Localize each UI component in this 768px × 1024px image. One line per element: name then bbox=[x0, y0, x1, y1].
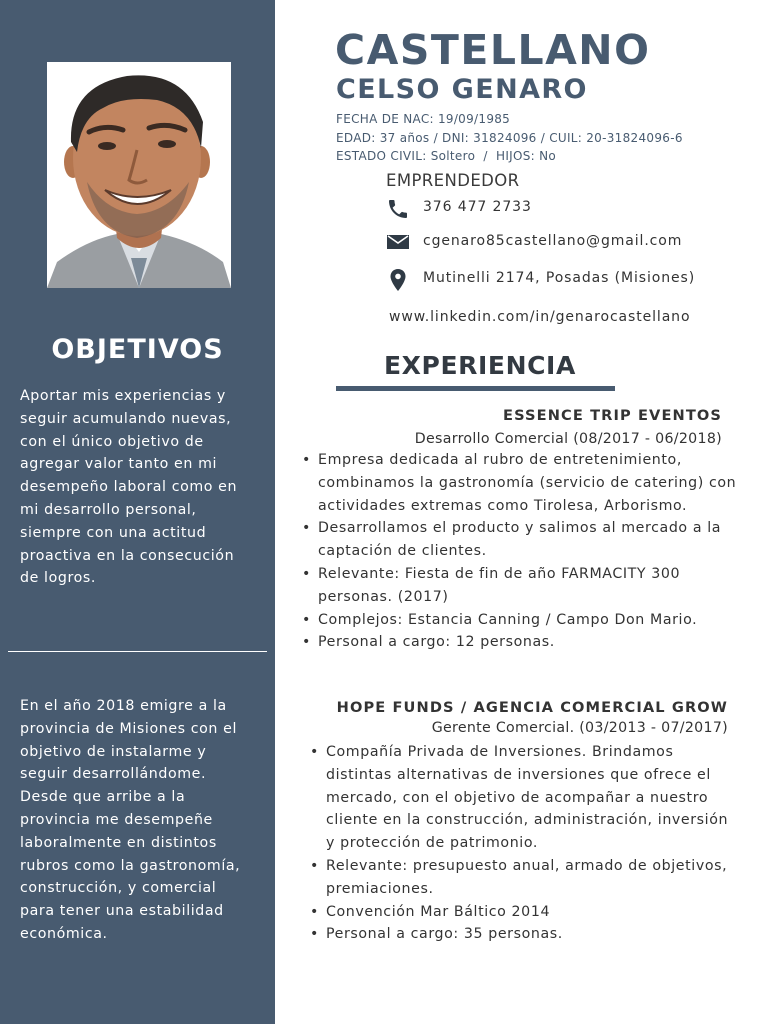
envelope-icon bbox=[386, 230, 410, 254]
email-address[interactable]: cgenaro85castellano@gmail.com bbox=[423, 233, 683, 249]
job-company: ESSENCE TRIP EVENTOS bbox=[503, 407, 722, 424]
job-company: HOPE FUNDS / AGENCIA COMERCIAL GROW bbox=[336, 699, 728, 716]
list-item: • Complejos: Estancia Canning / Campo Don Mario. bbox=[302, 609, 748, 632]
role-title: EMPRENDEDOR bbox=[386, 171, 520, 190]
job-role: Desarrollo Comercial (08/2017 - 06/2018) bbox=[414, 431, 722, 447]
first-names: CELSO GENARO bbox=[336, 74, 588, 105]
sidebar bbox=[0, 0, 275, 1024]
list-item: • Relevante: presupuesto anual, armado de objetivos, premiaciones. bbox=[310, 855, 740, 901]
objectives-title: OBJETIVOS bbox=[51, 334, 224, 365]
birth-date: FECHA DE NAC: 19/09/1985 bbox=[336, 112, 511, 126]
job-bullets bbox=[310, 741, 740, 946]
list-item: • Convención Mar Báltico 2014 bbox=[310, 901, 740, 924]
location-pin-icon bbox=[386, 268, 410, 292]
surname: CASTELLANO bbox=[335, 26, 651, 74]
list-item: • Personal a cargo: 35 personas. bbox=[310, 923, 740, 946]
linkedin-link[interactable]: www.linkedin.com/in/genarocastellano bbox=[389, 309, 691, 325]
profile-photo bbox=[47, 62, 231, 288]
phone-number[interactable]: 376 477 2733 bbox=[423, 199, 532, 215]
list-item: • Compañía Privada de Inversiones. Brindamos distintas alternativas de inversiones que ofrece el mercado, con el objetivo de acompañar a nuestro cliente en la construcción, administración, inversión y protección de patrimonio. bbox=[310, 741, 740, 855]
list-item: • Desarrollamos el producto y salimos al mercado a la captación de clientes. bbox=[302, 517, 748, 563]
sidebar-divider bbox=[8, 651, 267, 652]
address: Mutinelli 2174, Posadas (Misiones) bbox=[423, 270, 696, 286]
phone-icon bbox=[386, 197, 410, 221]
list-item: • Personal a cargo: 12 personas. bbox=[302, 631, 748, 654]
experience-divider bbox=[336, 386, 615, 391]
experience-title: EXPERIENCIA bbox=[384, 351, 576, 380]
bio-text: En el año 2018 emigre a la provincia de Misiones con el objetivo de instalarme y seguir desarrollándome. Desde que arribe a la provincia me desempeñe laboralmente en distintos rubros como la gastronomía, construcción, y comercial para tener una estabilidad económica. bbox=[20, 698, 241, 942]
job-role: Gerente Comercial. (03/2013 - 07/2017) bbox=[431, 720, 728, 736]
age-ids: EDAD: 37 años / DNI: 31824096 / CUIL: 20-31824096-6 bbox=[336, 131, 683, 145]
civil-status: ESTADO CIVIL: Soltero / HIJOS: No bbox=[336, 149, 557, 163]
job-bullets bbox=[302, 449, 748, 654]
profile-photo-illustration bbox=[47, 62, 231, 288]
list-item: • Relevante: Fiesta de fin de año FARMACITY 300 personas. (2017) bbox=[302, 563, 748, 609]
objectives-text: Aportar mis experiencias y seguir acumulando nuevas, con el único objetivo de agregar valor tanto en mi desempeño laboral como en mi desarrollo personal, siempre con una actitud proactiva en la consecución de logros. bbox=[20, 388, 238, 587]
list-item: • Empresa dedicada al rubro de entretenimiento, combinamos la gastronomía (servicio de catering) con actividades extremas como Tirolesa, Arborismo. bbox=[302, 449, 748, 517]
